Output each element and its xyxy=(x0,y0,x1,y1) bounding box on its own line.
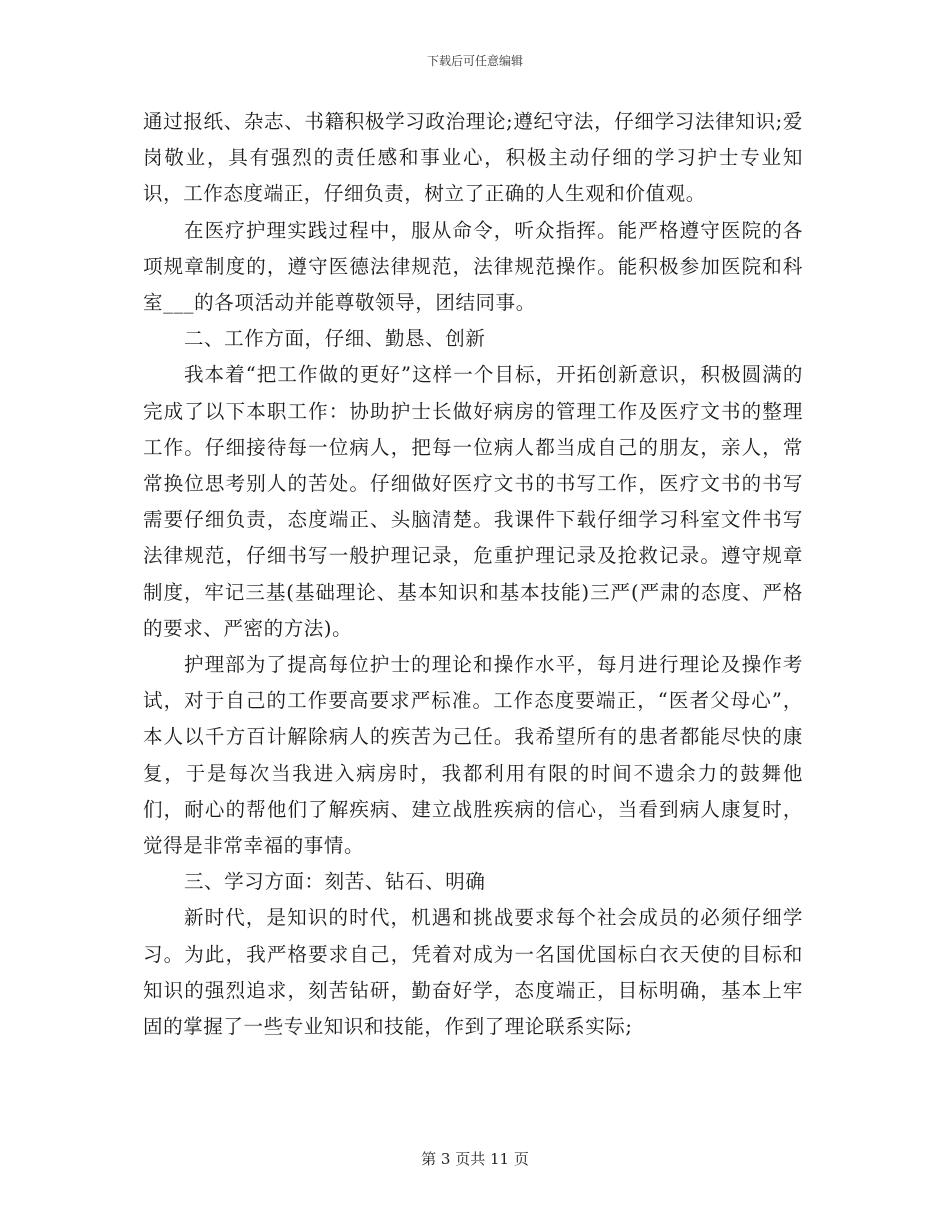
page-header: 下载后可任意编辑 xyxy=(426,54,523,68)
paragraph: 我本着“把工作做的更好”这样一个目标，开拓创新意识，积极圆满的完成了以下本职工作：协助护士长做好病房的管理工作及医疗文书的整理工作。仔细接待每一位病人，把每一位病人都当成自己的朋友，亲人，常常换位思考别人的苦处。仔细做好医疗文书的书写工作，医疗文书的书写需要仔细负责，态度端正、头脑清楚。我课件下载仔细学习科室文件书写法律规范，仔细书写一般护理记录，危重护理记录及抢救记录。遵守规章制度，牢记三基(基础理论、基本知识和基本技能)三严(严肃的态度、严格的要求、严密的方法)。 xyxy=(143,363,803,640)
page-number: 第 3 页共 11 页 xyxy=(421,1150,529,1168)
section-heading-study: 三、学习方面：刻苦、钻石、明确 xyxy=(183,870,486,894)
paragraph: 新时代，是知识的时代，机遇和挑战要求每个社会成员的必须仔细学习。为此，我严格要求自己，凭着对成为一名国优国标白衣天使的目标和知识的强烈追求，刻苦钻研，勤奋好学，态度端正，目标明确，基本上牢固的掌握了一些专业知识和技能，作到了理论联系实际; xyxy=(143,906,803,1039)
paragraph: 在医疗护理实践过程中，服从命令，听众指挥。能严格遵守医院的各项规章制度的，遵守医德法律规范，法律规范操作。能积极参加医院和科室___的各项活动并能尊敬领导，团结同事。 xyxy=(143,218,803,315)
paragraph: 护理部为了提高每位护士的理论和操作水平，每月进行理论及操作考试，对于自己的工作要高要求严标准。工作态度要端正，“医者父母心”，本人以千方百计解除病人的疾苦为己任。我希望所有的患者都能尽快的康复，于是每次当我进入病房时，我都利用有限的时间不遗余力的鼓舞他们，耐心的帮他们了解疾病、建立战胜疾病的信心，当看到病人康复时，觉得是非常幸福的事情。 xyxy=(143,653,803,858)
section-heading-work: 二、工作方面，仔细、勤恳、创新 xyxy=(183,327,486,351)
document-body xyxy=(143,104,803,1045)
paragraph-continued: 通过报纸、杂志、书籍积极学习政治理论;遵纪守法，仔细学习法律知识;爱岗敬业，具有强烈的责任感和事业心，积极主动仔细的学习护士专业知识，工作态度端正，仔细负责，树立了正确的人生观和价值观。 xyxy=(143,110,803,206)
